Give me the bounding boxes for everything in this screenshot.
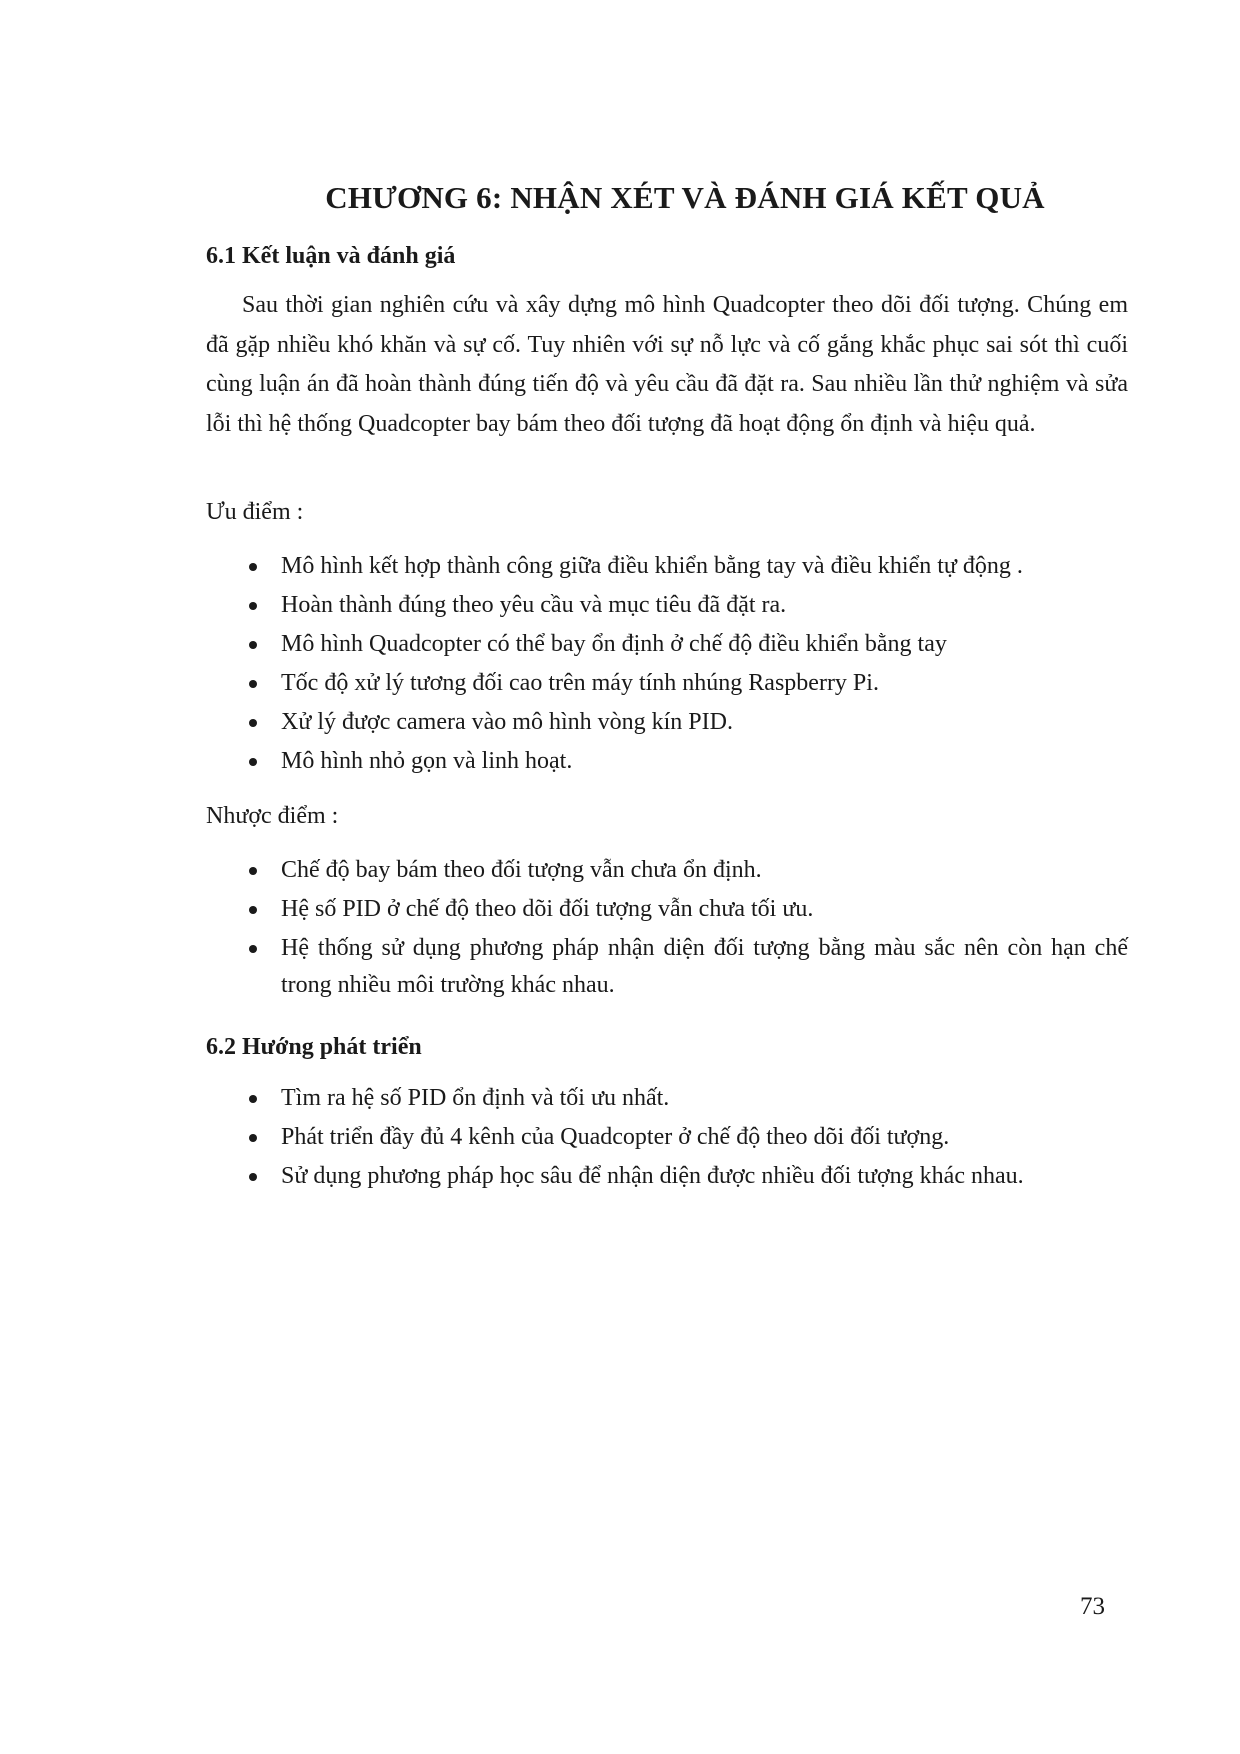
cons-list [206,852,1128,1006]
list-item: Sử dụng phương pháp học sâu để nhận diện được nhiều đối tượng khác nhau. [206,1158,1128,1195]
list-item: Mô hình nhỏ gọn và linh hoạt. [206,743,1128,780]
bullet-icon [249,1134,257,1142]
bullet-icon [249,945,257,953]
pros-label: Ưu điểm : [206,499,304,525]
section-heading-development: 6.2 Hướng phát triển [206,1034,422,1060]
list-item: Tìm ra hệ số PID ổn định và tối ưu nhất. [206,1080,1128,1117]
list-item: Mô hình kết hợp thành công giữa điều khiển bằng tay và điều khiển tự động . [206,548,1128,585]
list-item: Hệ thống sử dụng phương pháp nhận diện đối tượng bằng màu sắc nên còn hạn chế trong nhiều môi trường khác nhau. [206,930,1128,1004]
bullet-icon [249,602,257,610]
list-item: Hệ số PID ở chế độ theo dõi đối tượng vẫn chưa tối ưu. [206,891,1128,928]
list-item: Tốc độ xử lý tương đối cao trên máy tính nhúng Raspberry Pi. [206,665,1128,702]
list-item: Hoàn thành đúng theo yêu cầu và mục tiêu đã đặt ra. [206,587,1128,624]
pros-list [206,548,1128,782]
list-item: Mô hình Quadcopter có thể bay ổn định ở chế độ điều khiển bằng tay [206,626,1128,663]
section-heading-conclusion: 6.1 Kết luận và đánh giá [206,243,456,269]
bullet-icon [249,758,257,766]
bullet-icon [249,563,257,571]
list-item: Phát triển đầy đủ 4 kênh của Quadcopter ở chế độ theo dõi đối tượng. [206,1119,1128,1156]
page-number: 73 [1080,1593,1105,1620]
bullet-icon [249,719,257,727]
bullet-icon [249,906,257,914]
bullet-icon [249,641,257,649]
development-list [206,1080,1128,1197]
bullet-icon [249,680,257,688]
bullet-icon [249,1173,257,1181]
list-item: Xử lý được camera vào mô hình vòng kín PID. [206,704,1128,741]
bullet-icon [249,867,257,875]
intro-paragraph: Sau thời gian nghiên cứu và xây dựng mô hình Quadcopter theo dõi đối tượng. Chúng em đã gặp nhiều khó khăn và sự cố. Tuy nhiên với sự nỗ lực và cố gắng khắc phục sai sót thì cuối cùng luận án đã hoàn thành đúng tiến độ và yêu cầu đã đặt ra. Sau nhiều lần thử nghiệm và sửa lỗi thì hệ thống Quadcopter bay bám theo đối tượng đã hoạt động ổn định và hiệu quả. [206,292,1128,437]
chapter-title: CHƯƠNG 6: NHẬN XÉT VÀ ĐÁNH GIÁ KẾT QUẢ [325,180,1045,215]
bullet-icon [249,1095,257,1103]
cons-label: Nhược điểm : [206,803,339,829]
list-item: Chế độ bay bám theo đối tượng vẫn chưa ổn định. [206,852,1128,889]
